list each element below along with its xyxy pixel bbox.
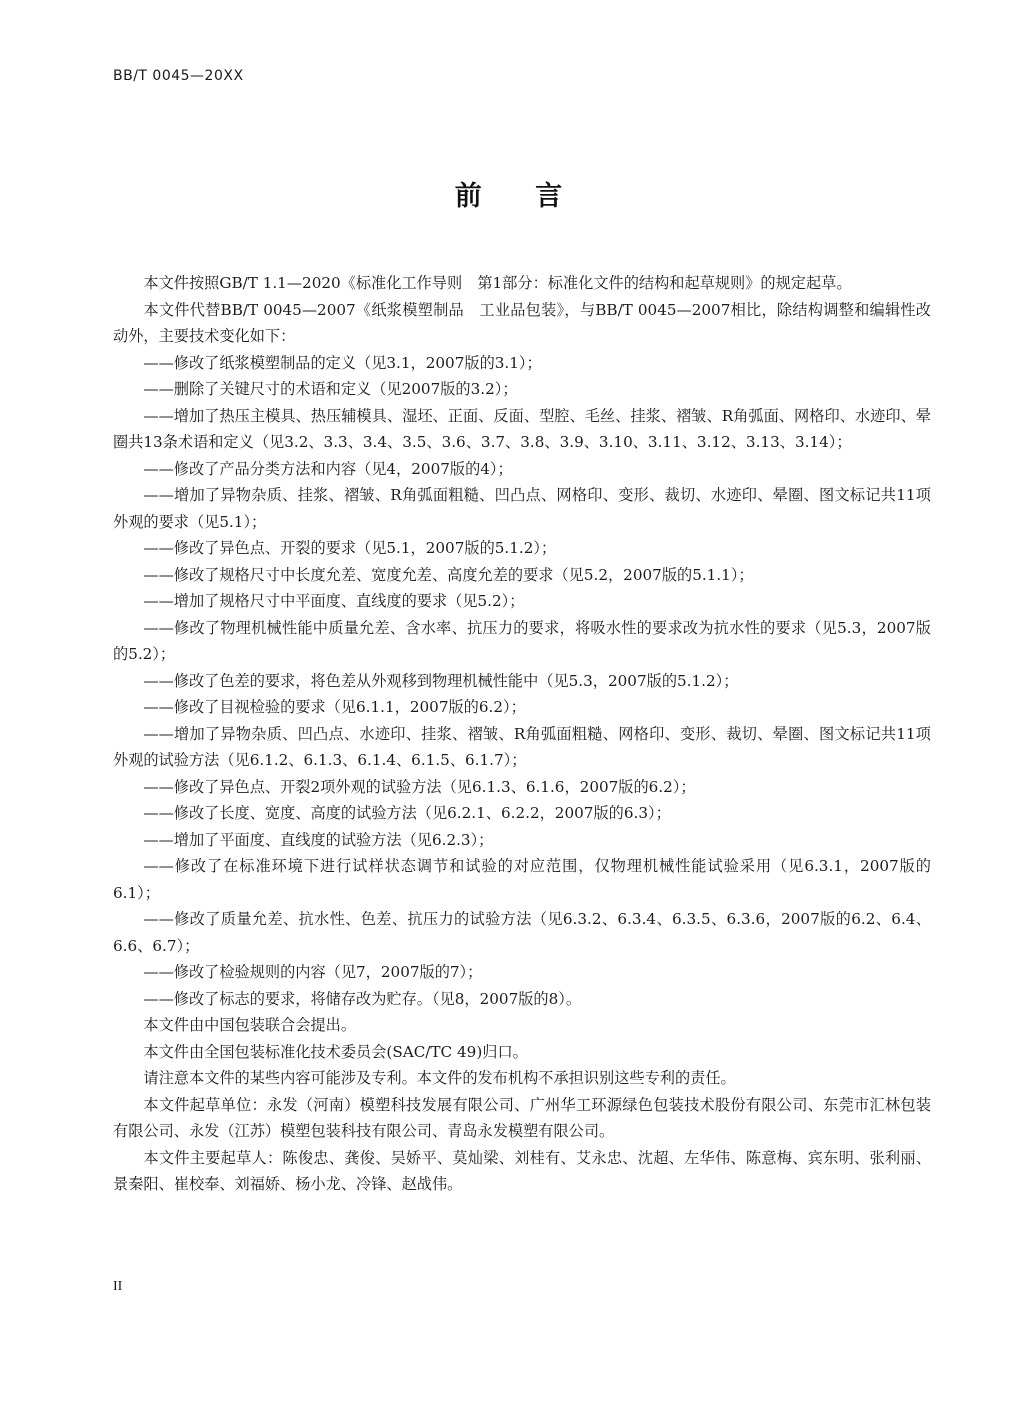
change-item: ——修改了色差的要求，将色差从外观移到物理机械性能中（见5.3，2007版的5.1.2）； xyxy=(143,671,739,690)
change-item: ——增加了异物杂质、凹凸点、水迹印、挂浆、褶皱、R角弧面粗糙、网格印、变形、裁切、晕圈、图文标记共11项外观的试验方法（见6.1.2、6.1.3、6.1.4、6.1.5、6.1.7）； xyxy=(113,724,931,769)
change-item: ——修改了检验规则的内容（见7，2007版的7）； xyxy=(143,963,483,981)
foreword-body xyxy=(113,270,931,1198)
paragraph: 本文件按照GB/T 1.1—2020《标准化工作导则 第1部分：标准化文件的结构和起草规则》的规定起草。 xyxy=(143,274,852,292)
document-code: BB/T 0045—20XX xyxy=(113,68,244,84)
change-item: ——修改了规格尺寸中长度允差、宽度允差、高度允差的要求（见5.2，2007版的5.1.1）； xyxy=(143,565,754,584)
change-item: ——修改了物理机械性能中质量允差、含水率、抗压力的要求，将吸水性的要求改为抗水性的要求（见5.3，2007版的5.2）； xyxy=(113,618,931,663)
change-item: ——增加了热压主模具、热压辅模具、湿坯、正面、反面、型腔、毛丝、挂浆、褶皱、R角弧面、网格印、水迹印、晕圈共13条术语和定义（见3.2、3.3、3.4、3.5、3.6、3.7、3.8、3.9、3.10、3.11、3.12、3.13、3.14）； xyxy=(113,406,931,451)
paragraph: 本文件主要起草人：陈俊忠、龚俊、吴娇平、莫灿梁、刘桂有、艾永忠、沈超、左华伟、陈意梅、宾东明、张利丽、景秦阳、崔校奉、刘福娇、杨小龙、冷锋、赵战伟。 xyxy=(113,1148,931,1193)
change-item: ——增加了平面度、直线度的试验方法（见6.2.3）； xyxy=(143,830,494,849)
page-title xyxy=(0,174,1017,213)
change-item: ——修改了在标准环境下进行试样状态调节和试验的对应范围，仅物理机械性能试验采用（见6.3.1，2007版的6.1）； xyxy=(113,857,931,902)
paragraph: 请注意本文件的某些内容可能涉及专利。本文件的发布机构不承担识别这些专利的责任。 xyxy=(143,1069,736,1087)
paragraph: 本文件代替BB/T 0045—2007《纸浆模塑制品 工业品包装》，与BB/T 0045—2007相比，除结构调整和编辑性改动外，主要技术变化如下： xyxy=(113,300,931,345)
paragraph: 本文件由全国包装标准化技术委员会(SAC/TC 49)归口。 xyxy=(143,1042,528,1061)
change-item: ——增加了规格尺寸中平面度、直线度的要求（见5.2）； xyxy=(143,592,525,610)
change-item: ——修改了产品分类方法和内容（见4，2007版的4）； xyxy=(143,459,513,478)
paragraph: 本文件起草单位：永发（河南）模塑科技发展有限公司、广州华工环源绿色包装技术股份有限公司、东莞市汇林包装有限公司、永发（江苏）模塑包装科技有限公司、青岛永发模塑有限公司。 xyxy=(113,1095,931,1140)
change-item: ——修改了异色点、开裂2项外观的试验方法（见6.1.3、6.1.6，2007版的6.2）； xyxy=(143,777,696,796)
paragraph: 本文件由中国包装联合会提出。 xyxy=(143,1016,357,1034)
change-item: ——增加了异物杂质、挂浆、褶皱、R角弧面粗糙、凹凸点、网格印、变形、裁切、水迹印、晕圈、图文标记共11项外观的要求（见5.1）； xyxy=(113,486,931,531)
change-item: ——修改了异色点、开裂的要求（见5.1，2007版的5.1.2）； xyxy=(143,539,557,557)
change-item: ——修改了质量允差、抗水性、色差、抗压力的试验方法（见6.3.2、6.3.4、6.3.5、6.3.6，2007版的6.2、6.4、6.6、6.7）； xyxy=(113,910,931,955)
change-item: ——修改了标志的要求，将储存改为贮存。（见8，2007版的8）。 xyxy=(143,989,582,1008)
page-title-char-1: 前 xyxy=(454,181,482,212)
change-item: ——修改了纸浆模塑制品的定义（见3.1，2007版的3.1）； xyxy=(143,353,542,372)
page-number: II xyxy=(113,1279,123,1294)
page-title-char-2: 言 xyxy=(535,181,563,212)
change-item: ——修改了长度、宽度、高度的试验方法（见6.2.1、6.2.2，2007版的6.3）； xyxy=(143,804,671,822)
change-item: ——修改了目视检验的要求（见6.1.1，2007版的6.2）； xyxy=(143,698,526,716)
change-item: ——删除了关键尺寸的术语和定义（见2007版的3.2）； xyxy=(143,380,518,398)
